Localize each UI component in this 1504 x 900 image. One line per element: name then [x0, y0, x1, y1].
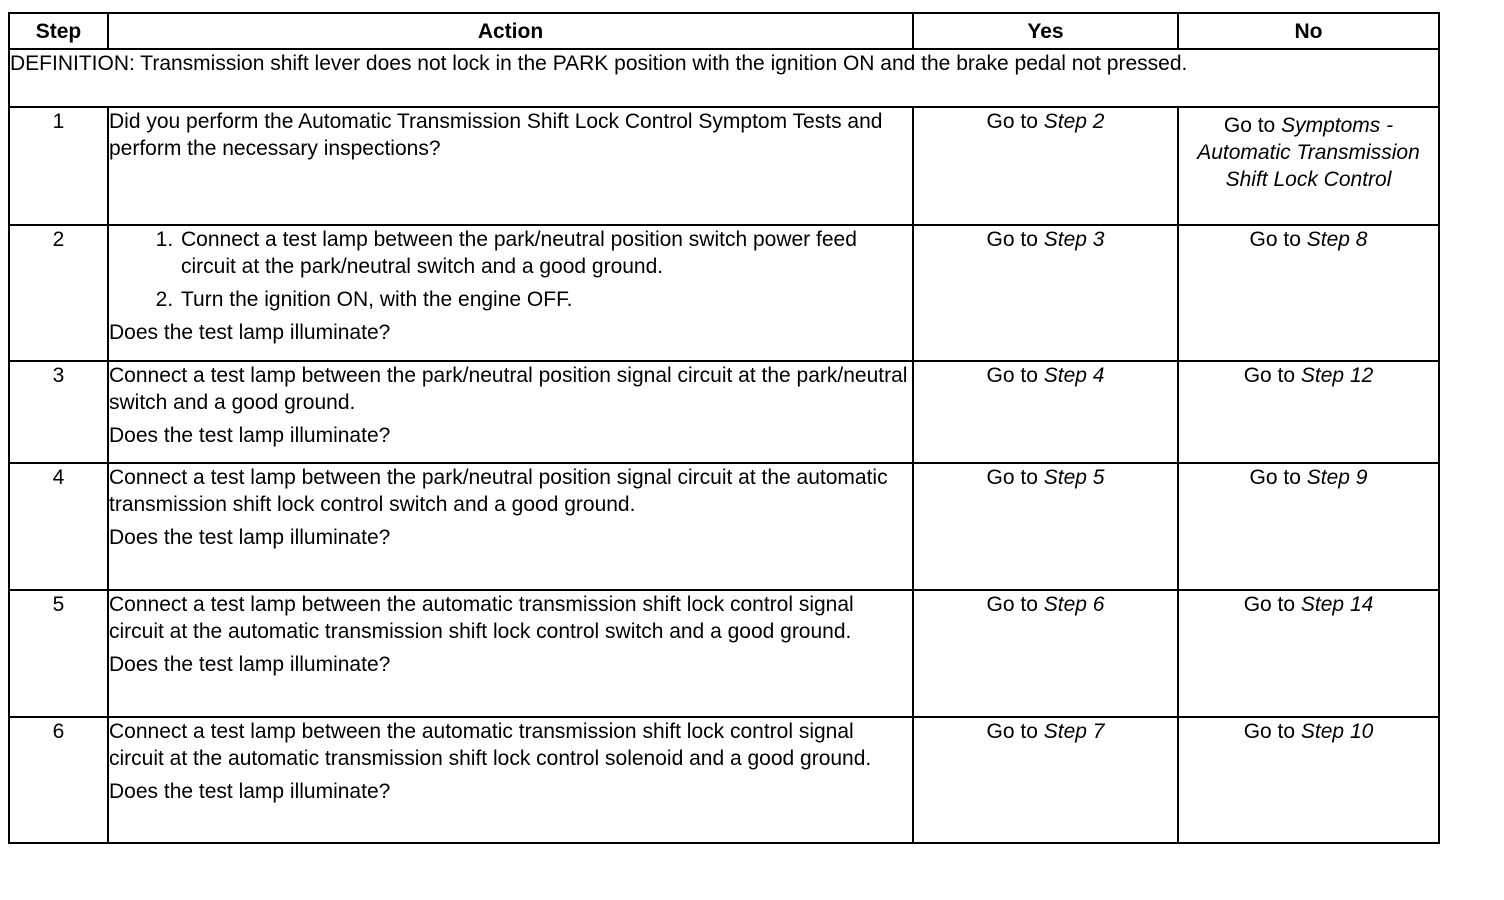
no-cell: [1178, 590, 1439, 717]
step-number: 1: [9, 107, 108, 225]
yes-goto: [987, 364, 1105, 387]
table-row: [9, 463, 1439, 590]
no-goto: [1244, 364, 1374, 387]
table-row: [9, 590, 1439, 717]
goto-prefix: Go to: [1249, 466, 1301, 489]
no-goto: [1197, 114, 1420, 191]
goto-prefix: Go to: [1243, 364, 1296, 387]
table-row: [9, 717, 1439, 843]
yes-target: Step 5: [1043, 466, 1105, 489]
header-row: [9, 13, 1439, 49]
header-no: No: [1178, 13, 1439, 49]
no-cell: [1178, 361, 1439, 463]
header-yes: Yes: [913, 13, 1178, 49]
question-text: Does the test lamp illuminate?: [109, 653, 391, 676]
step-number: 6: [9, 717, 108, 843]
goto-prefix: Go to: [986, 228, 1038, 251]
action-text: Did you perform the Automatic Transmission Shift Lock Control Symptom Tests and perform the necessary inspections?: [109, 110, 883, 160]
action-text: Connect a test lamp between the park/neutral position signal circuit at the automatic transmission shift lock control switch and a good ground.: [109, 466, 888, 516]
no-goto: [1244, 593, 1374, 616]
goto-prefix: Go to: [1243, 720, 1296, 743]
action-cell: [108, 463, 913, 590]
yes-target: Step 7: [1043, 720, 1105, 743]
yes-cell: [913, 717, 1178, 843]
question-text: Does the test lamp illuminate?: [109, 424, 391, 447]
table-row: [9, 361, 1439, 463]
action-list-item: 1. Connect a test lamp between the park/neutral position switch power feed circuit at the park/neutral switch and a good ground.: [179, 226, 912, 280]
no-target: Step 14: [1300, 593, 1374, 616]
no-goto: [1250, 466, 1368, 489]
step-number: 5: [9, 590, 108, 717]
action-cell: [108, 225, 913, 361]
no-target: Symptoms - Automatic Transmission Shift Lock Control: [1197, 114, 1420, 191]
goto-prefix: Go to: [1243, 593, 1296, 616]
goto-prefix: Go to: [986, 593, 1038, 616]
question-text: Does the test lamp illuminate?: [109, 780, 391, 803]
goto-prefix: Go to: [986, 720, 1038, 743]
table-row: [9, 225, 1439, 361]
no-target: Step 8: [1306, 228, 1368, 251]
yes-target: Step 6: [1043, 593, 1105, 616]
yes-goto: [987, 593, 1105, 616]
diagnostic-table: [8, 12, 1440, 844]
yes-target: Step 4: [1043, 364, 1105, 387]
action-list: [109, 226, 912, 313]
question-text: Does the test lamp illuminate?: [109, 321, 391, 344]
action-cell: [108, 107, 913, 225]
goto-prefix: Go to: [1249, 228, 1301, 251]
yes-goto: [987, 110, 1105, 133]
action-list-item: 2. Turn the ignition ON, with the engine OFF.: [179, 286, 912, 313]
yes-target: Step 2: [1043, 110, 1105, 133]
header-step: Step: [9, 13, 108, 49]
header-action: Action: [108, 13, 913, 49]
yes-goto: [987, 720, 1105, 743]
no-cell: [1178, 717, 1439, 843]
yes-cell: [913, 361, 1178, 463]
no-cell: [1178, 107, 1439, 225]
no-goto: [1244, 720, 1374, 743]
step-number: 4: [9, 463, 108, 590]
no-cell: [1178, 463, 1439, 590]
goto-prefix: Go to: [986, 364, 1038, 387]
no-target: Step 10: [1300, 720, 1374, 743]
no-cell: [1178, 225, 1439, 361]
yes-goto: [987, 228, 1105, 251]
no-goto: [1250, 228, 1368, 251]
definition-text: DEFINITION: Transmission shift lever does not lock in the PARK position with the ignition ON and the brake pedal not pressed.: [9, 49, 1439, 107]
yes-cell: [913, 463, 1178, 590]
action-cell: [108, 717, 913, 843]
definition-row: [9, 49, 1439, 107]
action-text: Connect a test lamp between the automatic transmission shift lock control signal circuit at the automatic transmission shift lock control switch and a good ground.: [109, 593, 854, 643]
yes-cell: [913, 225, 1178, 361]
action-cell: [108, 361, 913, 463]
yes-cell: [913, 590, 1178, 717]
goto-prefix: Go to: [986, 466, 1038, 489]
question-text: Does the test lamp illuminate?: [109, 526, 391, 549]
goto-prefix: Go to: [986, 110, 1038, 133]
yes-cell: [913, 107, 1178, 225]
action-cell: [108, 590, 913, 717]
step-number: 2: [9, 225, 108, 361]
step-number: 3: [9, 361, 108, 463]
yes-target: Step 3: [1043, 228, 1105, 251]
table-row: [9, 107, 1439, 225]
action-text: Connect a test lamp between the park/neutral position signal circuit at the park/neutral switch and a good ground.: [109, 364, 908, 414]
goto-prefix: Go to: [1223, 114, 1276, 137]
no-target: Step 12: [1300, 364, 1374, 387]
yes-goto: [987, 466, 1105, 489]
action-text: Connect a test lamp between the automatic transmission shift lock control signal circuit at the automatic transmission shift lock control solenoid and a good ground.: [109, 720, 872, 770]
no-target: Step 9: [1306, 466, 1368, 489]
